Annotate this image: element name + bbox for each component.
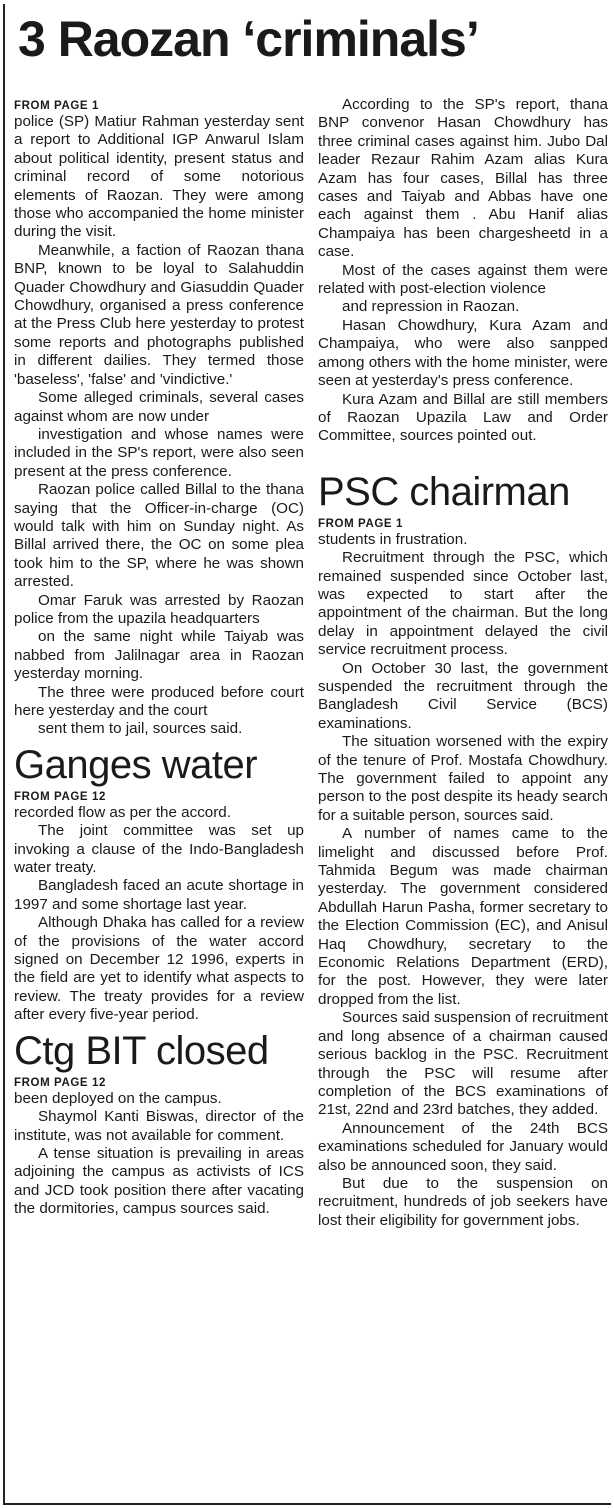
paragraph: The three were produced before court here yesterday and the court — [14, 683, 304, 719]
paragraph: sent them to jail, sources said. — [38, 720, 243, 738]
paragraph: police (SP) Matiur Rahman yesterday sent a report to Additional IGP Anwarul Islam about political identity, present status and criminal record of some notorious elements of Raozan. They were among those who accompanied the home minister during the visit. — [14, 113, 304, 241]
paragraph: Some alleged criminals, several cases against whom are now under — [14, 389, 304, 425]
paragraph: Announcement of the 24th BCS examinations scheduled for January would also be announced soon, they said. — [318, 1119, 608, 1174]
main-headline: 3 Raozan ‘criminals’ — [18, 11, 479, 67]
raozan-story-continued — [14, 100, 304, 739]
ctg-bit-story — [14, 1028, 304, 1219]
paragraph: Shaymol Kanti Biswas, director of the institute, was not available for comment. — [14, 1108, 304, 1144]
right-column — [318, 96, 608, 1230]
paragraph: The joint committee was set up invoking a clause of the Indo-Bangladesh water treaty. — [14, 822, 304, 877]
paragraph: investigation and whose names were included in the SP's report, were also seen present at the press conference. — [14, 425, 304, 480]
psc-story — [318, 469, 608, 1230]
paragraph: According to the SP's report, thana BNP convenor Hasan Chowdhury has three criminal cases against him. Jubo Dal leader Rezaur Rahim Azam alias Kura Azam has four cases, Billal has three cases and Taiyab and Abbas have one each against them . Abu Hanif alias Champaiya has been chargesheetd in a case. — [318, 96, 608, 261]
raozan-story-continued-right — [318, 96, 608, 446]
bottom-rule — [3, 1503, 611, 1505]
ganges-headline: Ganges water — [14, 742, 258, 787]
paragraph: Although Dhaka has called for a review of the provisions of the water accord signed on December 12 1996, experts in the field are yet to identify what aspects to review. The treaty provides for a review after every five-year period. — [14, 914, 304, 1024]
paragraph: Omar Faruk was arrested by Raozan police from the upazila headquarters — [14, 591, 304, 627]
jump-label: FROM PAGE 12 — [14, 1076, 106, 1089]
psc-headline: PSC chairman — [318, 469, 570, 514]
left-column — [14, 94, 304, 1219]
paragraph: On October 30 last, the government suspended the recruitment through the Bangladesh Civil Service (BCS) examinations. — [318, 659, 608, 732]
jump-label: FROM PAGE 1 — [318, 517, 403, 530]
paragraph: A number of names came to the limelight and discussed before Prof. Tahmida Begum was made chairman yesterday. The government considered Abdullah Harun Pasha, former secretary to the Election Commission (EC), and Anisul Haq Chowdhury, secretary to the Economic Relations Department (ERD), for the post. However, they were later dropped from the list. — [318, 825, 608, 1008]
paragraph: Hasan Chowdhury, Kura Azam and Champaiya, who were also sanpped among others with the home minister, were seen at yesterday's press conference. — [318, 316, 608, 390]
paragraph: A tense situation is prevailing in areas adjoining the campus as activists of ICS and JCD took position there after vacating the dormitories, campus sources said. — [14, 1144, 304, 1218]
paragraph: and repression in Raozan. — [342, 298, 520, 316]
paragraph: Raozan police called Billal to the thana saying that the Officer-in-charge (OC) would talk with him on Sunday night. As Billal arrived there, the OC on some plea took him to the SP, where he was shown arrested. — [14, 481, 304, 591]
left-rule — [3, 4, 5, 1504]
ctg-bit-headline: Ctg BIT closed — [14, 1028, 269, 1073]
paragraph: recorded flow as per the accord. — [14, 803, 231, 821]
paragraph: Most of the cases against them were related with post-election violence — [318, 261, 608, 298]
paragraph: The situation worsened with the expiry of the tenure of Prof. Mostafa Chowdhury. The government failed to appoint any person to the post despite its heady search for a suitable person, sources said. — [318, 733, 608, 824]
paragraph: been deployed on the campus. — [14, 1089, 222, 1107]
ganges-story — [14, 742, 304, 1025]
jump-label: FROM PAGE 12 — [14, 790, 106, 803]
paragraph: Kura Azam and Billal are still members of Raozan Upazila Law and Order Committee, sources pointed out. — [318, 390, 608, 445]
paragraph: But due to the suspension on recruitment, hundreds of job seekers have lost their eligibility for government jobs. — [318, 1174, 608, 1229]
paragraph: on the same night while Taiyab was nabbed from Jalilnagar area in Raozan yesterday morning. — [14, 628, 304, 683]
jump-label: FROM PAGE 1 — [14, 100, 99, 112]
paragraph: Recruitment through the PSC, which remained suspended since October last, was expected to start after the appointment of the chairman. But the long delay in appointment delayed the civil service recruitment process. — [318, 549, 608, 659]
paragraph: Bangladesh faced an acute shortage in 1997 and some shortage last year. — [14, 877, 304, 913]
paragraph: students in frustration. — [318, 530, 468, 548]
paragraph: Sources said suspension of recruitment and long absence of a chairman caused serious backlog in the PSC. Recruitment through the PSC will resume after completion of the BCS examinations of 21st, 22nd and 23rd batches, they added. — [318, 1009, 608, 1119]
paragraph: Meanwhile, a faction of Raozan thana BNP, known to be loyal to Salahuddin Quader Chowdhury and Giasuddin Quader Chowdhury, organised a press conference at the Press Club here yesterday to protest some reports and photographs published in different dailies. They termed those 'baseless', 'false' and 'vindictive.' — [14, 241, 304, 388]
